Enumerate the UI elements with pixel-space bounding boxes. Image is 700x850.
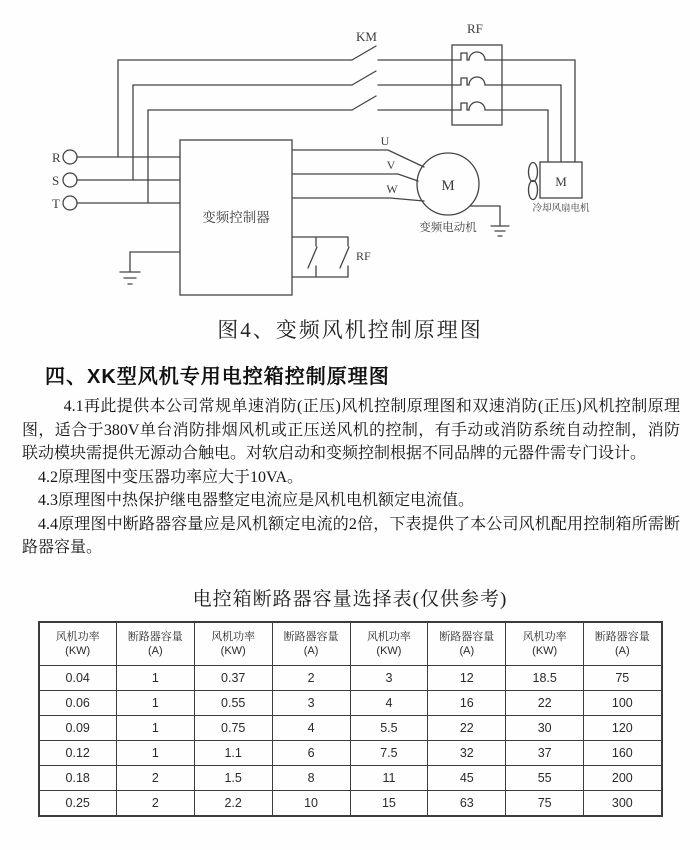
motor-m-label: M xyxy=(441,178,455,194)
header-fan-power xyxy=(506,622,584,666)
table-cell: 1 xyxy=(116,665,194,690)
phase-w-label: W xyxy=(386,182,398,196)
phase-u-label: U xyxy=(380,134,390,148)
motor-name: 变频电动机 xyxy=(419,222,477,234)
table-cell: 30 xyxy=(506,715,584,740)
table-cell: 0.12 xyxy=(39,740,117,765)
terminal-s-label: S xyxy=(52,173,60,188)
uvw-output-wires xyxy=(292,134,424,201)
table-cell: 18.5 xyxy=(506,665,584,690)
table-cell: 8 xyxy=(272,765,350,790)
header-label: 风机功率 xyxy=(522,630,567,643)
controller-ground-icon xyxy=(120,252,180,284)
header-breaker-capacity xyxy=(584,622,662,666)
terminal-circle xyxy=(63,196,77,210)
table-cell: 1 xyxy=(116,740,194,765)
header-unit: (KW) xyxy=(220,644,246,657)
table-cell: 300 xyxy=(584,790,662,816)
paragraph-4-4: 4.4原理图中断路器容量应是风机额定电流的2倍，下表提供了本公司风机配用控制箱所需断路器容量。 xyxy=(22,515,680,556)
table-cell: 15 xyxy=(350,790,428,816)
table-cell: 2 xyxy=(272,665,350,690)
rf-label: RF xyxy=(467,21,483,36)
paragraph-4-1: 4.1再此提供本公司常规单速消防(正压)风机控制原理图和双速消防(正压)风机控制原理图，适合于380V单台消防排烟风机或正压送风机的控制，有手动或消防系统自动控制，消防联动模块需提供无源动合触电。对软启动和变频控制根据不同品牌的元器件需专门设计。 xyxy=(22,398,680,462)
table-cell: 55 xyxy=(506,765,584,790)
figure-caption: 图4、变频风机控制原理图 xyxy=(217,318,483,342)
cooling-fan-motor xyxy=(529,162,590,214)
table-cell: 5.5 xyxy=(350,715,428,740)
terminal-r-label: R xyxy=(52,150,61,165)
table-row xyxy=(39,715,662,740)
header-breaker-capacity xyxy=(272,622,350,666)
table-row xyxy=(39,740,662,765)
header-label: 断路器容量 xyxy=(594,630,650,643)
table-cell: 32 xyxy=(428,740,506,765)
fan-feed-wires xyxy=(502,60,575,162)
breaker-table-body xyxy=(39,665,662,816)
table-cell: 0.04 xyxy=(39,665,117,690)
table-cell: 0.25 xyxy=(39,790,117,816)
km-label: KM xyxy=(356,29,377,44)
frequency-controller xyxy=(180,140,292,295)
table-cell: 7.5 xyxy=(350,740,428,765)
km-contactor xyxy=(352,29,452,110)
main-motor xyxy=(417,153,479,234)
fan-m-label: M xyxy=(555,174,567,189)
table-cell: 1 xyxy=(116,690,194,715)
header-unit: (A) xyxy=(459,644,475,657)
table-cell: 2.2 xyxy=(194,790,272,816)
table-cell: 0.18 xyxy=(39,765,117,790)
rf-thermal-relay xyxy=(452,21,502,125)
table-cell: 0.37 xyxy=(194,665,272,690)
header-unit: (KW) xyxy=(376,644,402,657)
table-cell: 100 xyxy=(584,690,662,715)
header-label: 断路器容量 xyxy=(439,630,495,643)
header-breaker-capacity xyxy=(428,622,506,666)
rf-aux-label: RF xyxy=(356,249,371,263)
fan-blade-icon xyxy=(529,181,538,200)
header-label: 风机功率 xyxy=(366,630,411,643)
table-cell: 11 xyxy=(350,765,428,790)
fan-motor-name: 冷却风扇电机 xyxy=(532,204,590,214)
fan-blade-icon xyxy=(529,163,538,182)
table-cell: 120 xyxy=(584,715,662,740)
table-cell: 16 xyxy=(428,690,506,715)
table-cell: 75 xyxy=(506,790,584,816)
table-cell: 2 xyxy=(116,765,194,790)
bypass-wires xyxy=(118,60,352,203)
controller-label: 变频控制器 xyxy=(202,210,270,225)
paragraph-4-2: 4.2原理图中变压器功率应大于10VA。 xyxy=(38,468,304,486)
table-cell: 0.09 xyxy=(39,715,117,740)
table-cell: 63 xyxy=(428,790,506,816)
table-cell: 4 xyxy=(272,715,350,740)
table-cell: 200 xyxy=(584,765,662,790)
header-fan-power xyxy=(39,622,117,666)
header-unit: (A) xyxy=(147,644,163,657)
table-cell: 3 xyxy=(272,690,350,715)
table-row xyxy=(39,665,662,690)
input-terminals xyxy=(52,150,180,211)
header-unit: (A) xyxy=(614,644,630,657)
table-cell: 75 xyxy=(584,665,662,690)
table-cell: 12 xyxy=(428,665,506,690)
header-breaker-capacity xyxy=(116,622,194,666)
table-cell: 3 xyxy=(350,665,428,690)
header-unit: (A) xyxy=(303,644,319,657)
table-row xyxy=(39,765,662,790)
header-label: 风机功率 xyxy=(211,630,256,643)
table-header-row xyxy=(39,622,662,666)
table-cell: 1 xyxy=(116,715,194,740)
section-heading: 四、XK型风机专用电控箱控制原理图 xyxy=(45,366,390,388)
table-cell: 0.75 xyxy=(194,715,272,740)
table-row xyxy=(39,790,662,816)
header-unit: (KW) xyxy=(65,644,91,657)
table-row xyxy=(39,690,662,715)
table-cell: 6 xyxy=(272,740,350,765)
table-cell: 22 xyxy=(506,690,584,715)
header-label: 断路器容量 xyxy=(283,630,339,643)
table-cell: 37 xyxy=(506,740,584,765)
header-unit: (KW) xyxy=(532,644,558,657)
paragraph-4-3: 4.3原理图中热保护继电器整定电流应是风机电机额定电流值。 xyxy=(38,492,475,509)
table-header xyxy=(39,622,662,666)
header-fan-power xyxy=(194,622,272,666)
header-fan-power xyxy=(350,622,428,666)
table-cell: 4 xyxy=(350,690,428,715)
header-label: 断路器容量 xyxy=(127,630,183,643)
table-cell: 2 xyxy=(116,790,194,816)
frequency-fan-schematic xyxy=(0,0,700,312)
table-cell: 10 xyxy=(272,790,350,816)
table-cell: 45 xyxy=(428,765,506,790)
header-label: 风机功率 xyxy=(55,630,100,643)
phase-v-label: V xyxy=(386,158,396,172)
terminal-t-label: T xyxy=(52,196,60,211)
circuit-diagram xyxy=(0,0,700,312)
section-body xyxy=(0,395,700,560)
table-cell: 1.5 xyxy=(194,765,272,790)
table-cell: 22 xyxy=(428,715,506,740)
table-cell: 0.55 xyxy=(194,690,272,715)
table-title: 电控箱断路器容量选择表(仅供参考) xyxy=(192,588,508,610)
terminal-circle xyxy=(63,173,77,187)
table-cell: 160 xyxy=(584,740,662,765)
table-cell: 0.06 xyxy=(39,690,117,715)
terminal-circle xyxy=(63,150,77,164)
breaker-capacity-table xyxy=(38,621,663,817)
table-cell: 1.1 xyxy=(194,740,272,765)
rf-aux-contact xyxy=(292,237,371,277)
